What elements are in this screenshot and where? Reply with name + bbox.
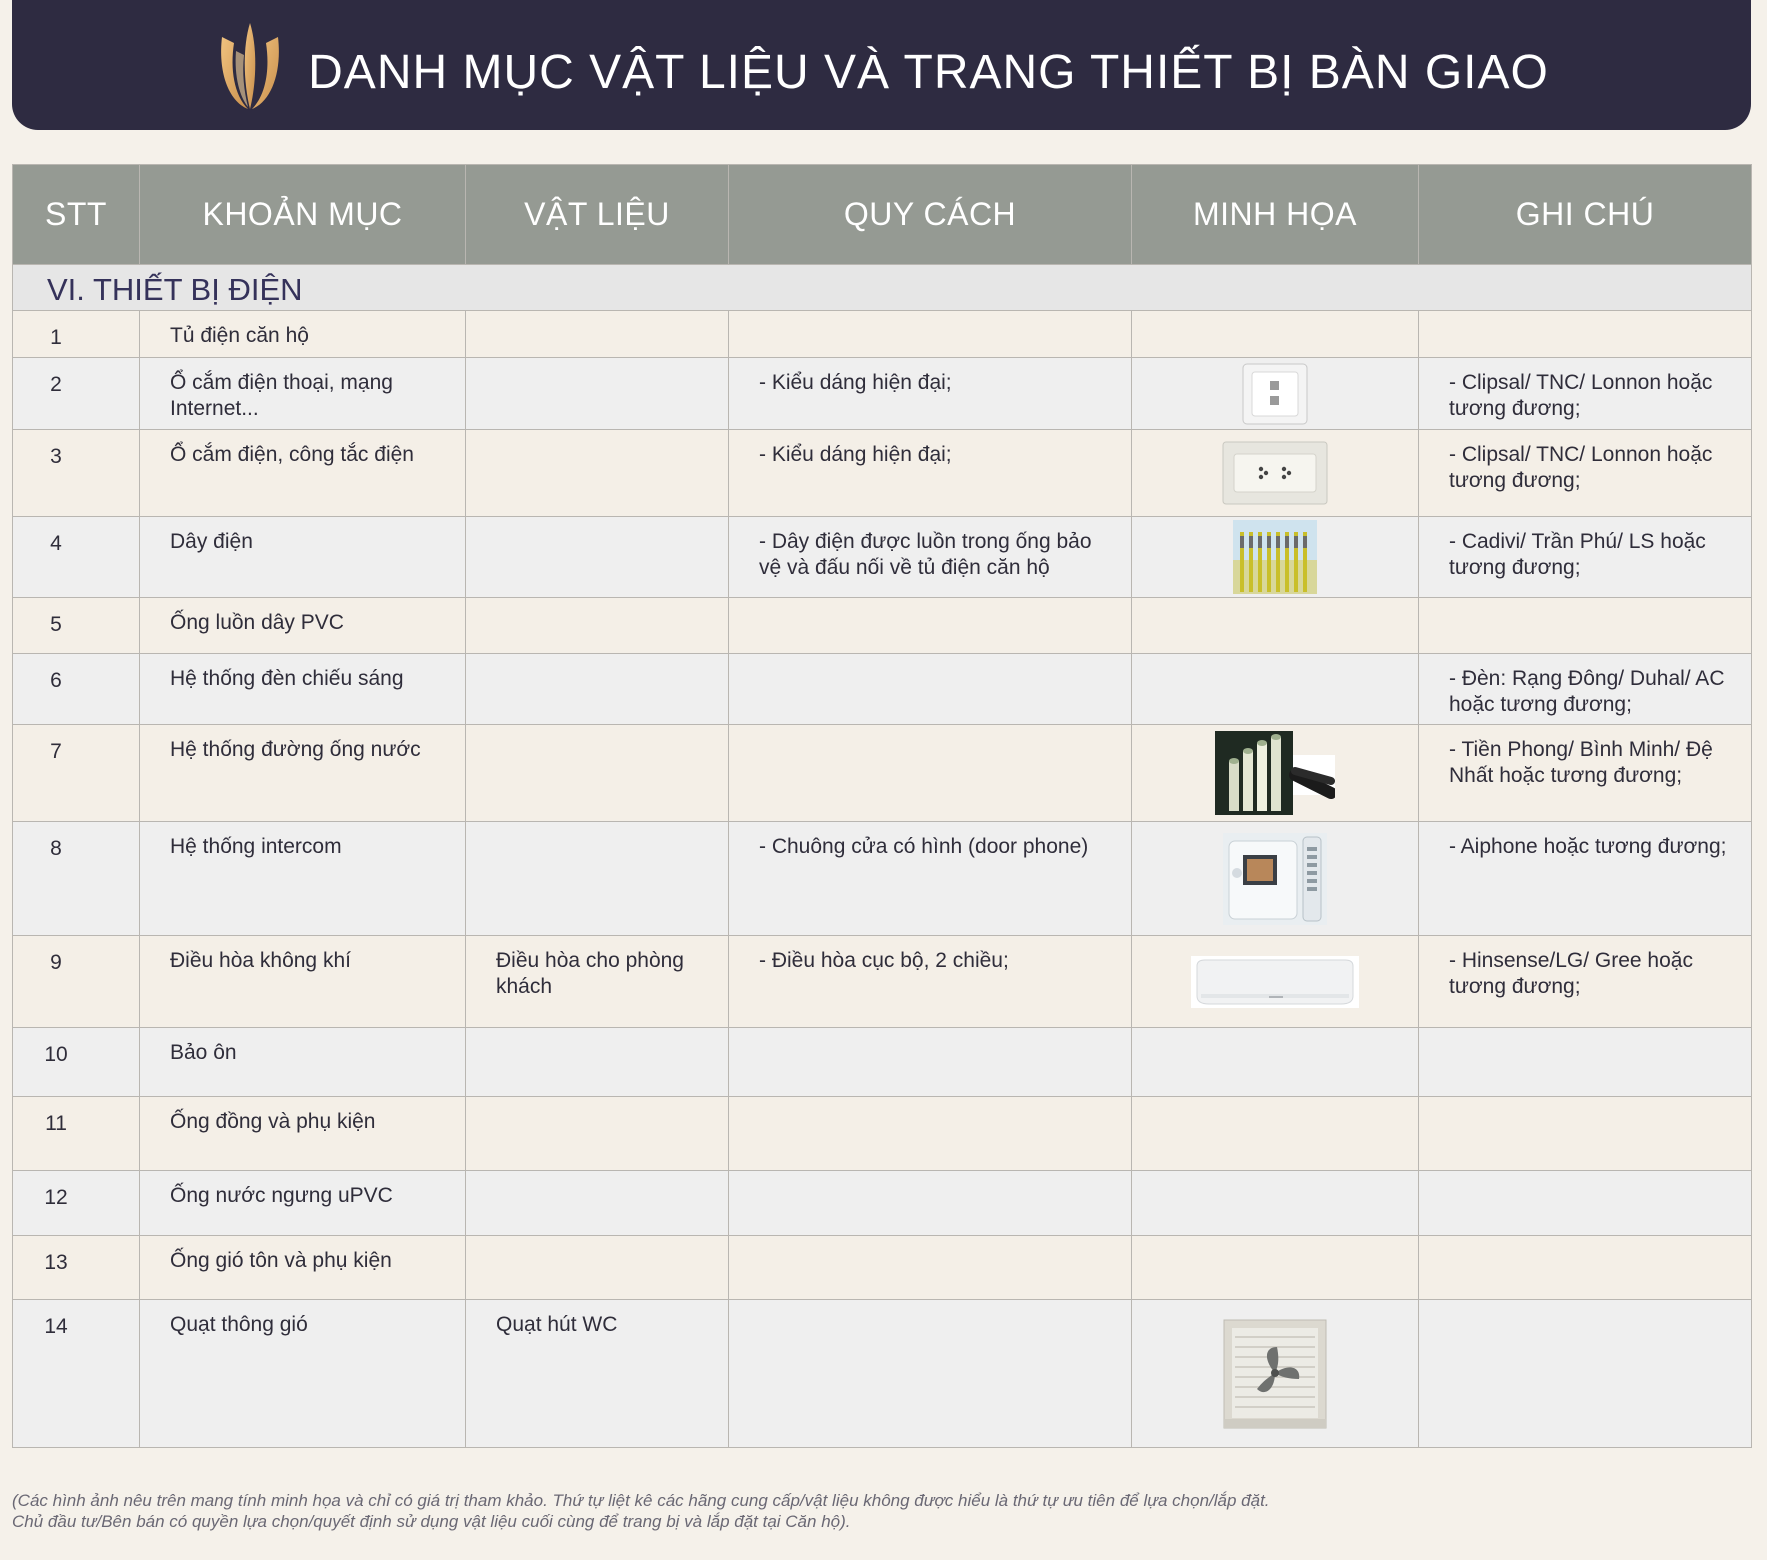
column-header-spec: QUY CÁCH [729, 165, 1132, 265]
row-note: - Cadivi/ Trần Phú/ LS hoặc tương đương; [1419, 517, 1752, 598]
row-note [1419, 1097, 1752, 1171]
column-header-note: GHI CHÚ [1419, 165, 1752, 265]
row-illustration [1132, 936, 1419, 1028]
row-illustration [1132, 654, 1419, 725]
row-item: Tủ điện căn hộ [140, 311, 466, 358]
row-illustration [1132, 725, 1419, 822]
row-note: - Clipsal/ TNC/ Lonnon hoặc tương đương; [1419, 430, 1752, 517]
row-material [466, 822, 729, 936]
row-illustration [1132, 311, 1419, 358]
row-illustration [1132, 1171, 1419, 1236]
row-number: 4 [13, 517, 140, 598]
row-number: 5 [13, 598, 140, 654]
table-row [13, 1300, 1752, 1448]
row-spec: - Dây điện được luồn trong ống bảo vệ và đấu nối về tủ điện căn hộ [729, 517, 1132, 598]
row-illustration [1132, 1300, 1419, 1448]
row-material [466, 598, 729, 654]
row-note: - Aiphone hoặc tương đương; [1419, 822, 1752, 936]
table-header-row [13, 165, 1752, 265]
column-header-stt: STT [13, 165, 140, 265]
row-material [466, 517, 729, 598]
row-note [1419, 598, 1752, 654]
exhaust-fan-icon [1223, 1319, 1327, 1429]
table-row [13, 936, 1752, 1028]
page-title: DANH MỤC VẬT LIỆU VÀ TRANG THIẾT BỊ BÀN GIAO [308, 45, 1549, 99]
row-number: 7 [13, 725, 140, 822]
table-row [13, 517, 1752, 598]
row-number: 11 [13, 1097, 140, 1171]
row-illustration [1132, 1028, 1419, 1097]
row-spec [729, 1028, 1132, 1097]
row-material [466, 430, 729, 517]
footnote-line-1: (Các hình ảnh nêu trên mang tính minh họa và chỉ có giá trị tham khảo. Thứ tự liệt kê các hãng cung cấp/vật liệu không được hiểu là thứ tự ưu tiên để lựa chọn/lắp đặt. [12, 1491, 1270, 1510]
footnote-line-2: Chủ đầu tư/Bên bán có quyền lựa chọn/quyết định sử dụng vật liệu cuối cùng để trang bị và lắp đặt tại Căn hộ). [12, 1512, 851, 1531]
row-spec: - Kiểu dáng hiện đại; [729, 358, 1132, 430]
row-number: 2 [13, 358, 140, 430]
table-row [13, 358, 1752, 430]
row-note: - Đèn: Rạng Đông/ Duhal/ AC hoặc tương đương; [1419, 654, 1752, 725]
row-spec [729, 654, 1132, 725]
row-item: Hệ thống đèn chiếu sáng [140, 654, 466, 725]
row-note [1419, 1171, 1752, 1236]
table-row [13, 1097, 1752, 1171]
row-item: Ổ cắm điện thoại, mạng Internet... [140, 358, 466, 430]
column-header-illustration: MINH HỌA [1132, 165, 1419, 265]
row-spec: - Điều hòa cục bộ, 2 chiều; [729, 936, 1132, 1028]
row-material: Điều hòa cho phòng khách [466, 936, 729, 1028]
table-row [13, 311, 1752, 358]
row-note [1419, 1028, 1752, 1097]
row-illustration [1132, 598, 1419, 654]
table-row [13, 822, 1752, 936]
table-row [13, 1236, 1752, 1300]
row-item: Ống gió tôn và phụ kiện [140, 1236, 466, 1300]
row-material [466, 1097, 729, 1171]
row-item: Điều hòa không khí [140, 936, 466, 1028]
intercom-icon [1223, 833, 1327, 925]
section-title: VI. THIẾT BỊ ĐIỆN [13, 265, 1752, 311]
air-conditioner-icon [1191, 956, 1359, 1008]
row-material [466, 725, 729, 822]
page-header [12, 0, 1751, 130]
row-item: Hệ thống đường ống nước [140, 725, 466, 822]
row-illustration [1132, 517, 1419, 598]
row-material [466, 311, 729, 358]
row-item: Ống đồng và phụ kiện [140, 1097, 466, 1171]
materials-table [12, 164, 1752, 1448]
row-number: 1 [13, 311, 140, 358]
row-number: 9 [13, 936, 140, 1028]
water-pipes-icon [1215, 731, 1335, 815]
table-row [13, 654, 1752, 725]
row-item: Ống luồn dây PVC [140, 598, 466, 654]
row-number: 6 [13, 654, 140, 725]
gold-tulip-logo-icon [214, 21, 286, 113]
row-spec: - Kiểu dáng hiện đại; [729, 430, 1132, 517]
row-number: 8 [13, 822, 140, 936]
table-row [13, 598, 1752, 654]
row-item: Ổ cắm điện, công tắc điện [140, 430, 466, 517]
row-material [466, 654, 729, 725]
row-item: Dây điện [140, 517, 466, 598]
row-note [1419, 311, 1752, 358]
row-spec [729, 725, 1132, 822]
row-item: Bảo ôn [140, 1028, 466, 1097]
row-material [466, 1028, 729, 1097]
row-spec [729, 311, 1132, 358]
row-number: 13 [13, 1236, 140, 1300]
table-row [13, 1171, 1752, 1236]
row-number: 3 [13, 430, 140, 517]
row-spec [729, 598, 1132, 654]
row-number: 12 [13, 1171, 140, 1236]
row-spec [729, 1236, 1132, 1300]
row-item: Quạt thông gió [140, 1300, 466, 1448]
row-note [1419, 1236, 1752, 1300]
row-number: 10 [13, 1028, 140, 1097]
phone-socket-icon [1242, 363, 1308, 425]
table-row [13, 1028, 1752, 1097]
table-row [13, 725, 1752, 822]
row-item: Ống nước ngưng uPVC [140, 1171, 466, 1236]
column-header-material: VẬT LIỆU [466, 165, 729, 265]
row-spec [729, 1300, 1132, 1448]
row-illustration [1132, 1236, 1419, 1300]
row-note: - Tiền Phong/ Bình Minh/ Đệ Nhất hoặc tương đương; [1419, 725, 1752, 822]
row-material [466, 358, 729, 430]
row-illustration [1132, 1097, 1419, 1171]
row-note: - Clipsal/ TNC/ Lonnon hoặc tương đương; [1419, 358, 1752, 430]
section-row [13, 265, 1752, 311]
table-row [13, 430, 1752, 517]
row-material [466, 1171, 729, 1236]
column-header-item: KHOẢN MỤC [140, 165, 466, 265]
row-note [1419, 1300, 1752, 1448]
row-spec [729, 1171, 1132, 1236]
row-note: - Hinsense/LG/ Gree hoặc tương đương; [1419, 936, 1752, 1028]
footnote [12, 1490, 1752, 1532]
row-material [466, 1236, 729, 1300]
row-illustration [1132, 430, 1419, 517]
row-spec: - Chuông cửa có hình (door phone) [729, 822, 1132, 936]
row-illustration [1132, 358, 1419, 430]
row-item: Hệ thống intercom [140, 822, 466, 936]
row-number: 14 [13, 1300, 140, 1448]
row-material: Quạt hút WC [466, 1300, 729, 1448]
power-socket-icon [1222, 441, 1328, 505]
electric-wire-icon [1233, 520, 1317, 594]
row-illustration [1132, 822, 1419, 936]
row-spec [729, 1097, 1132, 1171]
